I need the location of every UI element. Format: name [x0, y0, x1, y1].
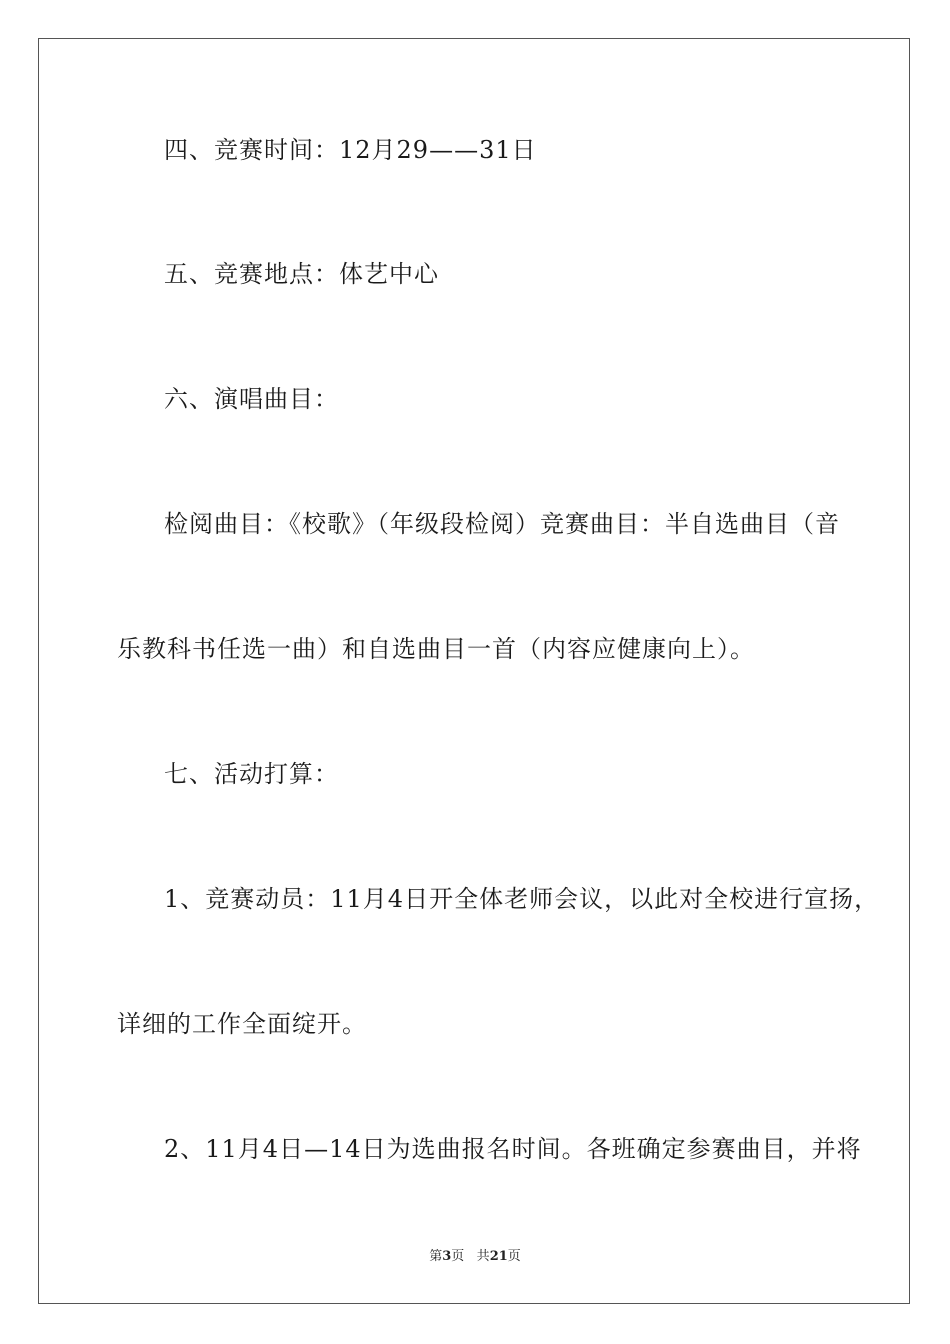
text-line-review-songs: 检阅曲目：《校歌》（年级段检阅）竞赛曲目：半自选曲目（音 [164, 510, 840, 538]
text-line-competition-venue: 五、竞赛地点：体艺中心 [164, 260, 439, 288]
page-footer [0, 1248, 950, 1266]
footer-page-prefix: 第 [429, 1249, 443, 1264]
footer-page-suffix: 页 [451, 1249, 465, 1264]
text-line-competition-time: 四、竞赛时间：12月29——31日 [164, 136, 537, 164]
text-line-registration: 2、11月4日—14日为选曲报名时间。各班确定参赛曲目，并将 [164, 1135, 862, 1163]
footer-page-number: 3 [442, 1249, 452, 1264]
text-line-mobilization: 1、竞赛动员：11月4日开全体老师会议，以此对全校进行宣扬， [164, 885, 880, 913]
page-border [38, 38, 910, 1304]
text-line-songs-heading: 六、演唱曲目： [164, 385, 339, 413]
footer-total-suffix: 页 [507, 1249, 521, 1264]
footer-total-prefix: 共 [476, 1249, 490, 1264]
text-line-review-songs-cont: 乐教科书任选一曲）和自选曲目一首（内容应健康向上）。 [117, 635, 755, 663]
text-line-mobilization-cont: 详细的工作全面绽开。 [117, 1010, 367, 1038]
footer-total-pages: 21 [489, 1249, 508, 1264]
text-line-activity-plan-heading: 七、活动打算： [164, 760, 339, 788]
